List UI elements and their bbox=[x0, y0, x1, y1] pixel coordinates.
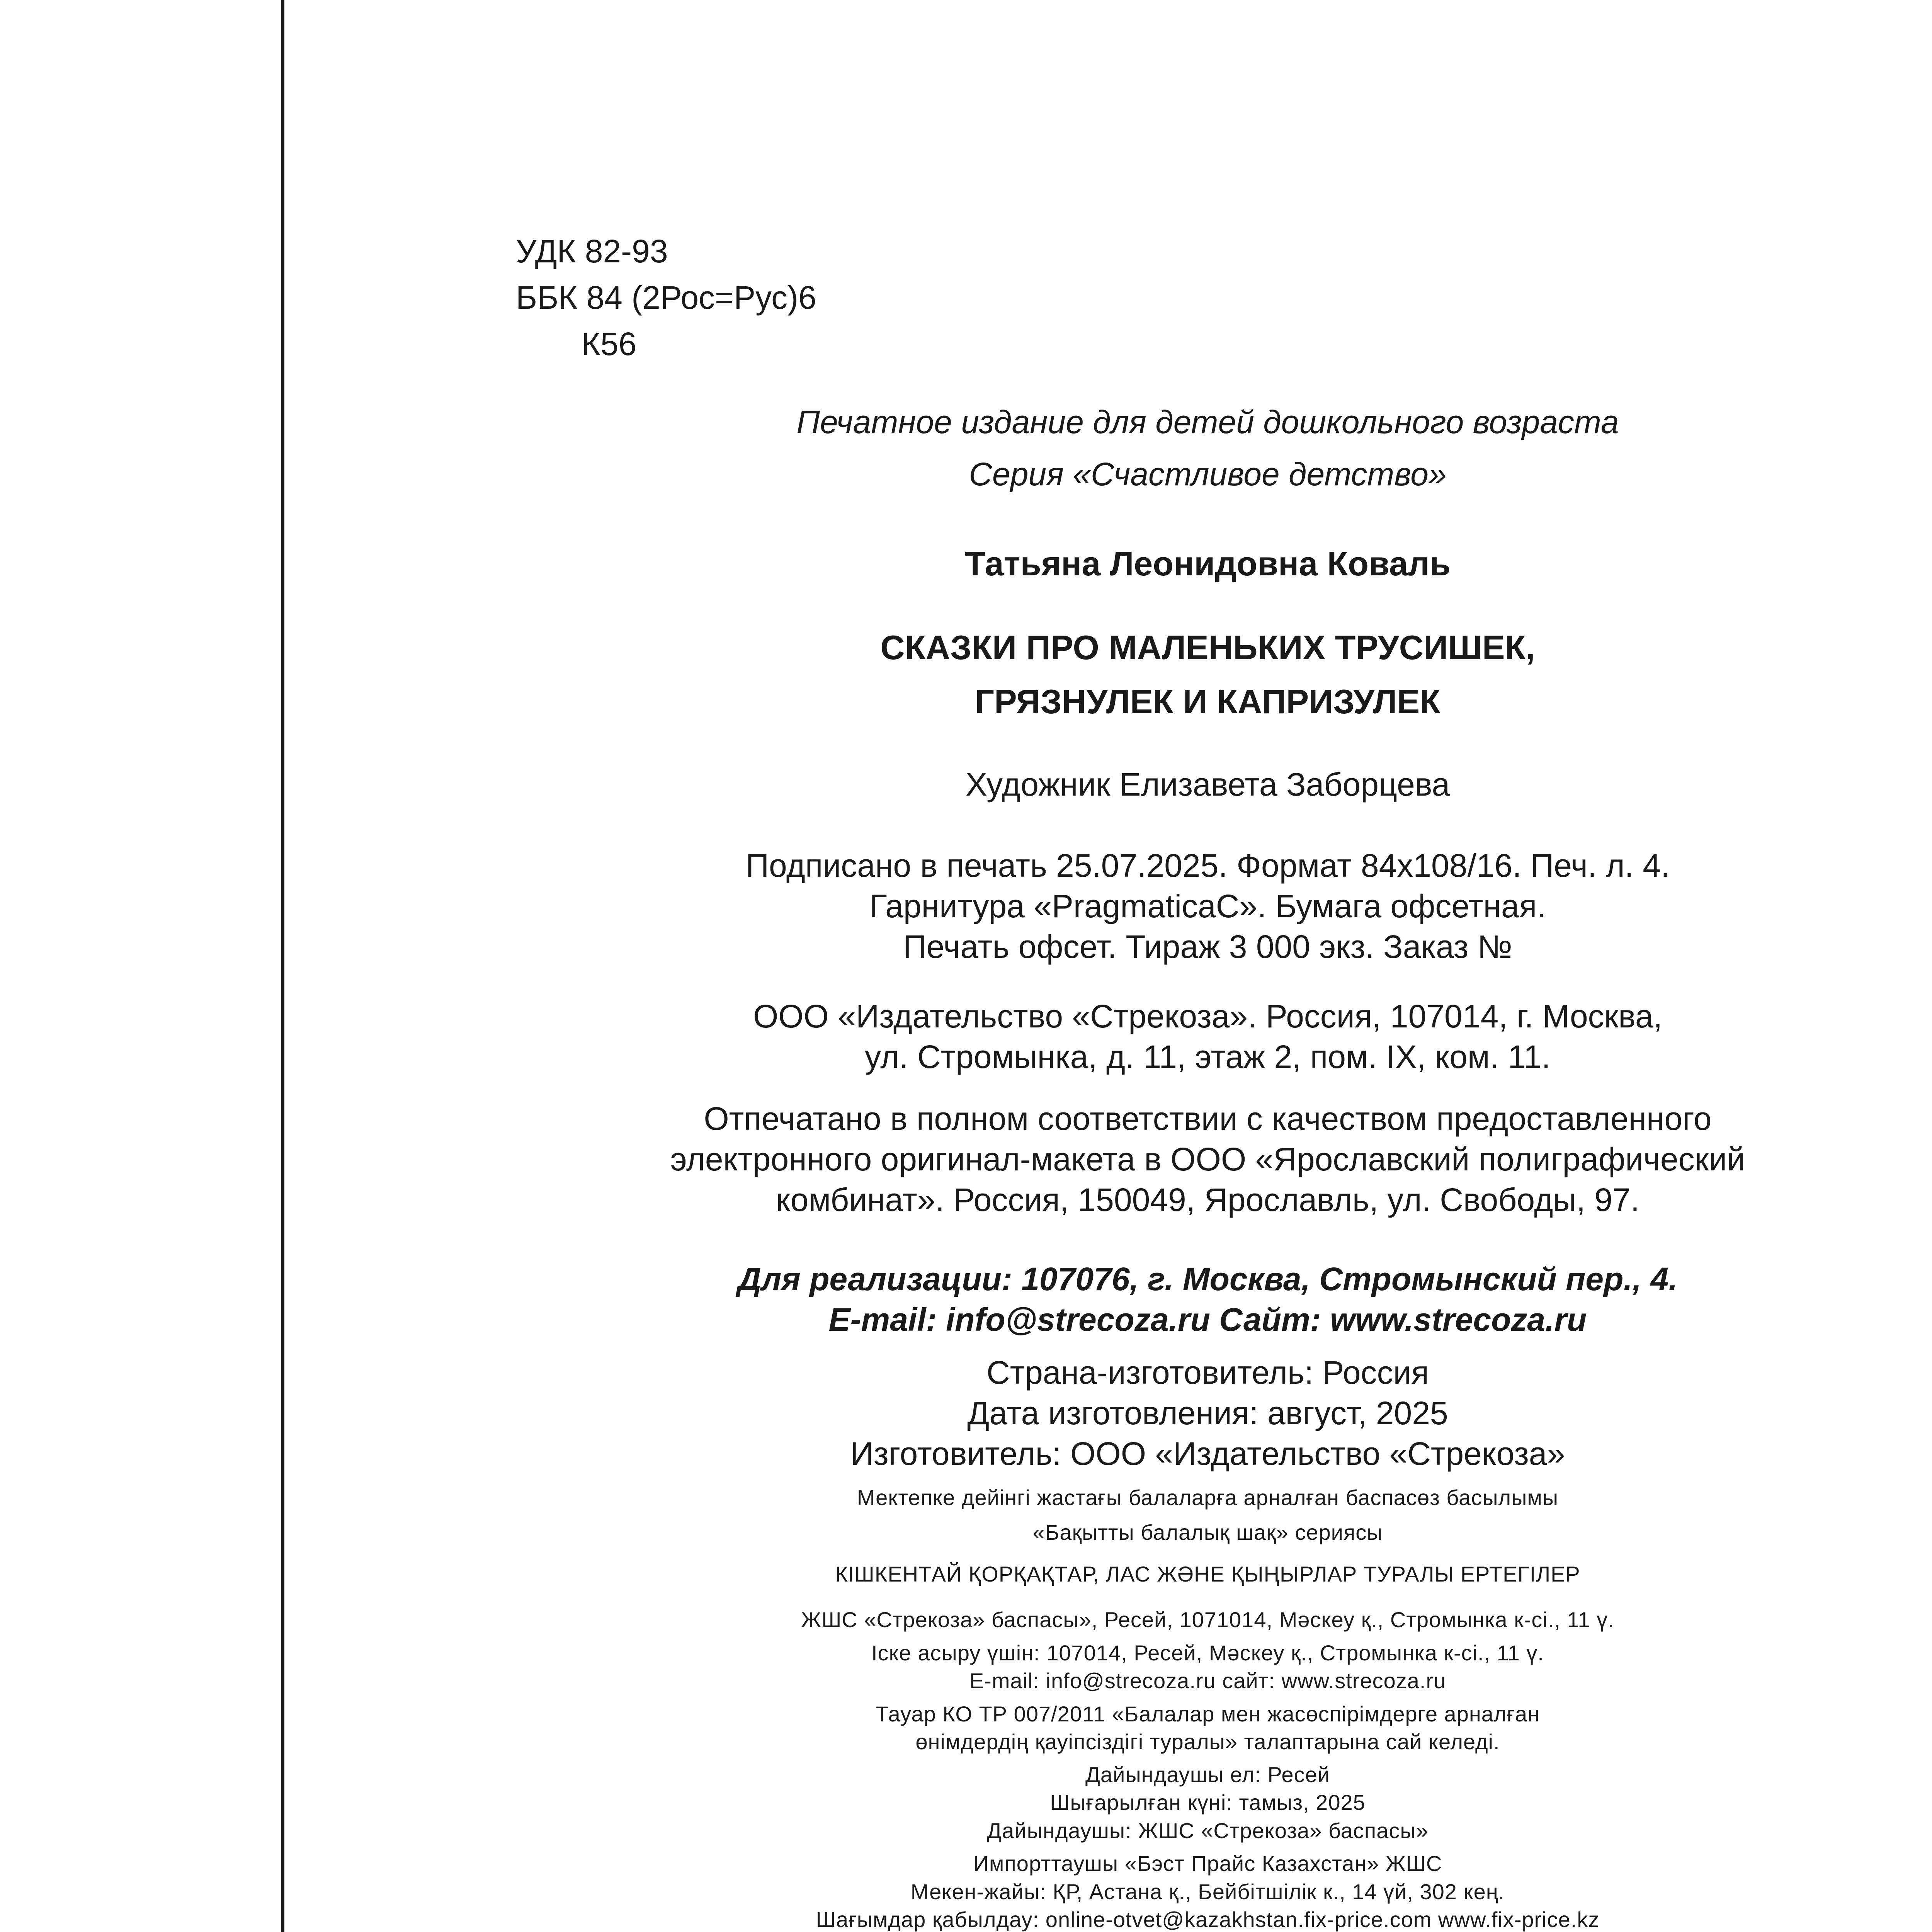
kz-compliance-line2: өнімдердің қауіпсіздігі туралы» талаптарына сай келеді. bbox=[915, 1730, 1500, 1754]
kz-date: Шығарылған күні: тамыз, 2025 bbox=[1050, 1790, 1366, 1815]
print-info-line2: Гарнитура «PragmaticaC». Бумага офсетная. bbox=[869, 888, 1546, 924]
kz-importer: Импорттаушы «Бэст Прайс Казахстан» ЖШС bbox=[973, 1851, 1442, 1876]
udk-code: УДК 82-93 bbox=[516, 233, 668, 269]
printed-by-line2: электронного оригинал-макета в ООО «Ярославский полиграфический bbox=[670, 1141, 1745, 1177]
edition-type: Печатное издание для детей дошкольного возраста bbox=[796, 404, 1619, 440]
manufacturer: Изготовитель: ООО «Издательство «Стрекоза» bbox=[850, 1435, 1565, 1472]
manufacture-date: Дата изготовления: август, 2025 bbox=[967, 1395, 1448, 1431]
print-info-line1: Подписано в печать 25.07.2025. Формат 84х108/16. Печ. л. 4. bbox=[745, 847, 1670, 884]
sales-address: Для реализации: 107076, г. Москва, Стромынский пер., 4. bbox=[738, 1261, 1678, 1297]
illustrator: Художник Елизавета Заборцева bbox=[965, 766, 1450, 803]
printed-by-line3: комбинат». Россия, 150049, Ярославль, ул. Свободы, 97. bbox=[776, 1182, 1640, 1218]
publisher-address-line2: ул. Стромынка, д. 11, этаж 2, пом. IX, ком. 11. bbox=[865, 1039, 1551, 1075]
kz-edition-type: Мектепке дейінгі жастағы балаларға арналған баспасөз басылымы bbox=[857, 1485, 1559, 1510]
kz-publisher: ЖШС «Стрекоза» баспасы», Ресей, 1071014, Мәскеу қ., Стромынка к-сі., 11 ү. bbox=[801, 1607, 1614, 1632]
kz-complaints: Шағымдар қабылдау: online-otvet@kazakhstan.fix-price.com www.fix-price.kz bbox=[816, 1907, 1600, 1932]
kz-compliance-line1: Тауар КО ТР 007/2011 «Балалар мен жасөспірімдерге арналған bbox=[875, 1702, 1540, 1726]
bbk-code: ББК 84 (2Рос=Рус)6 bbox=[516, 279, 816, 316]
kz-manufacturer: Дайындаушы: ЖШС «Стрекоза» баспасы» bbox=[987, 1818, 1429, 1843]
author-name: Татьяна Леонидовна Коваль bbox=[965, 544, 1451, 583]
kz-sales-address: Іске асыру үшін: 107014, Ресей, Мәскеу қ., Стромынка к-сі., 11 ү. bbox=[871, 1641, 1544, 1665]
kz-country: Дайындаушы ел: Ресей bbox=[1085, 1762, 1330, 1787]
book-title-line2: ГРЯЗНУЛЕК И КАПРИЗУЛЕК bbox=[975, 682, 1440, 721]
printed-by-line1: Отпечатано в полном соответствии с качеством предоставленного bbox=[704, 1100, 1712, 1137]
publisher-address-line1: ООО «Издательство «Стрекоза». Россия, 107014, г. Москва, bbox=[753, 998, 1663, 1034]
country-of-origin: Страна-изготовитель: Россия bbox=[986, 1354, 1429, 1391]
kz-contacts: E-mail: info@strecoza.ru сайт: www.strecoza.ru bbox=[969, 1668, 1446, 1693]
kz-title: КІШКЕНТАЙ ҚОРҚАҚТАР, ЛАС ЖӘНЕ ҚЫҢЫРЛАР ТУРАЛЫ ЕРТЕГІЛЕР bbox=[835, 1562, 1580, 1586]
kz-importer-address: Мекен-жайы: ҚР, Астана қ., Бейбітшілік к., 14 үй, 302 кең. bbox=[910, 1879, 1505, 1904]
kz-series: «Бақытты балалық шақ» сериясы bbox=[1032, 1520, 1383, 1544]
series-name: Серия «Счастливое детство» bbox=[969, 456, 1447, 492]
author-mark: К56 bbox=[582, 326, 637, 362]
book-title-line1: СКАЗКИ ПРО МАЛЕНЬКИХ ТРУСИШЕК, bbox=[880, 628, 1535, 667]
sales-contacts: E-mail: info@strecoza.ru Сайт: www.strecoza.ru bbox=[828, 1301, 1587, 1338]
print-info-line3: Печать офсет. Тираж 3 000 экз. Заказ № bbox=[903, 929, 1512, 965]
